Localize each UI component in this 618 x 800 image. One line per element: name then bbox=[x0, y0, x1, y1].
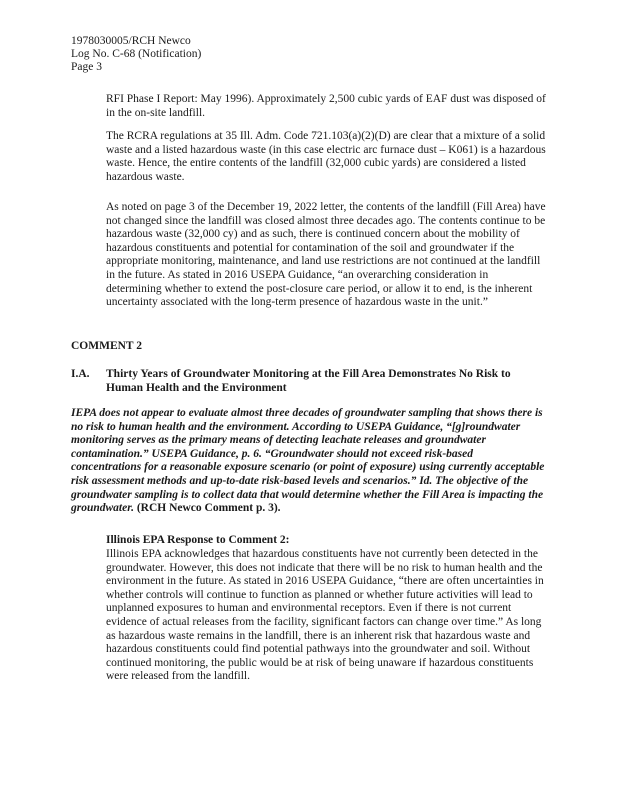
comment-body bbox=[71, 407, 546, 516]
document-header bbox=[71, 35, 201, 74]
comment-body-italic: IEPA does not appear to evaluate almost three decades of groundwater sampling that shows there is no risk to human health and the environment. According to USEPA Guidance, “[g]roundwater monitoring serves as the primary means of detecting leachate releases and groundwater contamination.” USEPA Guidance, p. 6. “Groundwater should not exceed risk-based concentrations for a reasonable exposure scenario (or point of exposure) using currently acceptable risk assessment methods and up-to-date risk-based levels and scenarios.” Id. The objective of the groundwater sampling is to collect data that would determine whether the Fill Area is impacting the groundwater. bbox=[71, 407, 545, 515]
section-number: I.A. bbox=[71, 368, 90, 380]
section-title: Thirty Years of Groundwater Monitoring at the Fill Area Demonstrates No Risk to Human Health and the Environment bbox=[106, 368, 511, 394]
response-heading: Illinois EPA Response to Comment 2: bbox=[106, 534, 290, 546]
response-body: Illinois EPA acknowledges that hazardous constituents have not currently been detected in the groundwater. However, this does not indicate that there will be no risk to human health and the environment in the future. As stated in 2016 USEPA Guidance, “there are often uncertainties in whether controls will continue to function as planned or whether future activities will lead to unplanned exposures to human and environmental receptors. Even if there is not current evidence of actual releases from the facility, significant factors can change over time.” As long as hazardous waste remains in the landfill, there is an inherent risk that hazardous waste and hazardous constituents could find potential pathways into the groundwater and soil. Without continued monitoring, the public would be at risk of being unaware if hazardous constituents were released from the landfill. bbox=[106, 548, 544, 683]
paragraph-landfill-contents: As noted on page 3 of the December 19, 2022 letter, the contents of the landfill (Fill Area) have not changed since the landfill was closed almost three decades ago. The contents continue to be hazardous waste (32,000 cy) and as such, there is continued concern about the mobility of hazardous constituents and potential for contamination of the soil and groundwater if the appropriate monitoring, maintenance, and land use restrictions are not continued at the landfill in the future. As stated in 2016 USEPA Guidance, “an overarching consideration in determining whether to extend the post-closure care period, or allow it to end, is the inherent uncertainty associated with the long-term presence of hazardous waste in the unit.” bbox=[106, 201, 546, 309]
header-page-number: Page 3 bbox=[71, 61, 102, 73]
header-file-number: 1978030005/RCH Newco bbox=[71, 35, 191, 47]
paragraph-eaf-dust: RFI Phase I Report: May 1996). Approximately 2,500 cubic yards of EAF dust was disposed of in the on-site landfill. bbox=[106, 93, 546, 119]
comment-citation: (RCH Newco Comment p. 3). bbox=[133, 502, 281, 515]
comment-heading: COMMENT 2 bbox=[71, 340, 143, 352]
header-log-number: Log No. C-68 (Notification) bbox=[71, 48, 202, 60]
paragraph-rcra-regulations: The RCRA regulations at 35 Ill. Adm. Code 721.103(a)(2)(D) are clear that a mixture of a solid waste and a listed hazardous waste (in this case electric arc furnace dust – K061) is a hazardous waste. Hence, the entire contents of the landfill (32,000 cubic yards) are considered a listed hazardous waste. bbox=[106, 130, 546, 183]
